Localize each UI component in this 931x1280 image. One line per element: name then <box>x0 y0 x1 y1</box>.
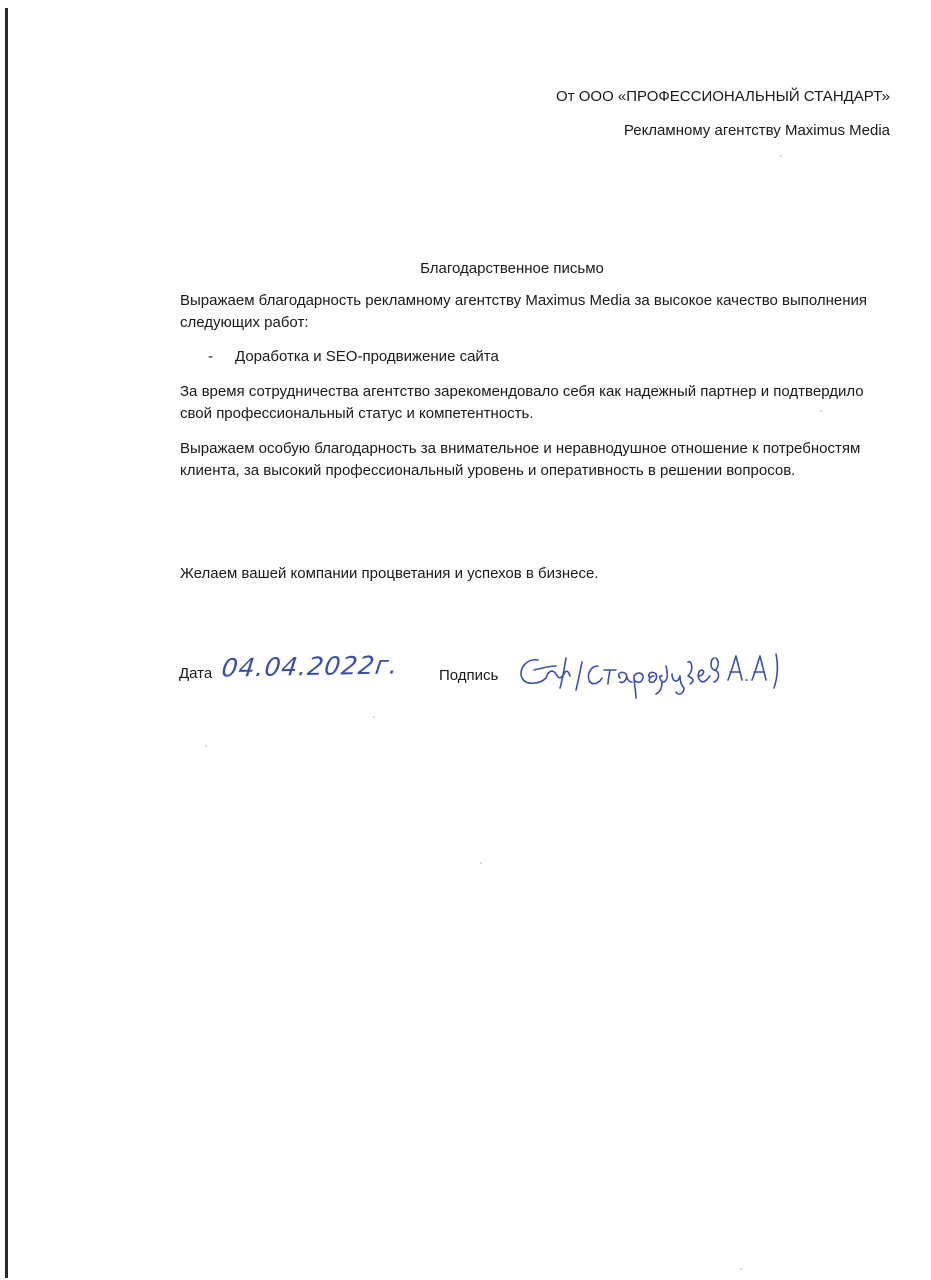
scan-speck <box>740 1268 742 1270</box>
recipient-line: Рекламному агентству Maximus Media <box>623 122 890 139</box>
signature-label: Подпись <box>439 667 499 684</box>
scan-speck <box>480 862 482 864</box>
scan-speck <box>205 745 207 747</box>
signature-drawing <box>516 648 786 700</box>
bullet-marker: - <box>208 348 213 365</box>
closing-wish: Желаем вашей компании процветания и успехов в бизнесе. <box>180 565 599 582</box>
letter-title: Благодарственное письмо <box>420 260 604 277</box>
paragraph-gratitude: Выражаем благодарность рекламному агентству Maximus Media за высокое качество выполнения следующих работ: <box>180 292 868 331</box>
scan-edge <box>5 8 8 1278</box>
list-item <box>208 346 499 368</box>
scan-speck <box>373 716 375 718</box>
list-item-label: Доработка и SEO-продвижение сайта <box>235 348 499 365</box>
handwritten-date: 04.04.2022г. <box>220 650 401 683</box>
sender-line: От ООО «ПРОФЕССИОНАЛЬНЫЙ СТАНДАРТ» <box>556 88 890 105</box>
scan-speck <box>780 155 782 157</box>
paragraph-special-thanks: Выражаем особую благодарность за внимательное и неравнодушное отношение к потребностям клиента, за высокий профессиональный уровень и оперативность в решении вопросов. <box>180 440 861 479</box>
paragraph-cooperation: За время сотрудничества агентство зарекомендовало себя как надежный партнер и подтвердило свой профессиональный статус и компетентность. <box>180 383 864 422</box>
handwritten-signature <box>516 648 786 700</box>
date-label: Дата <box>179 665 213 682</box>
